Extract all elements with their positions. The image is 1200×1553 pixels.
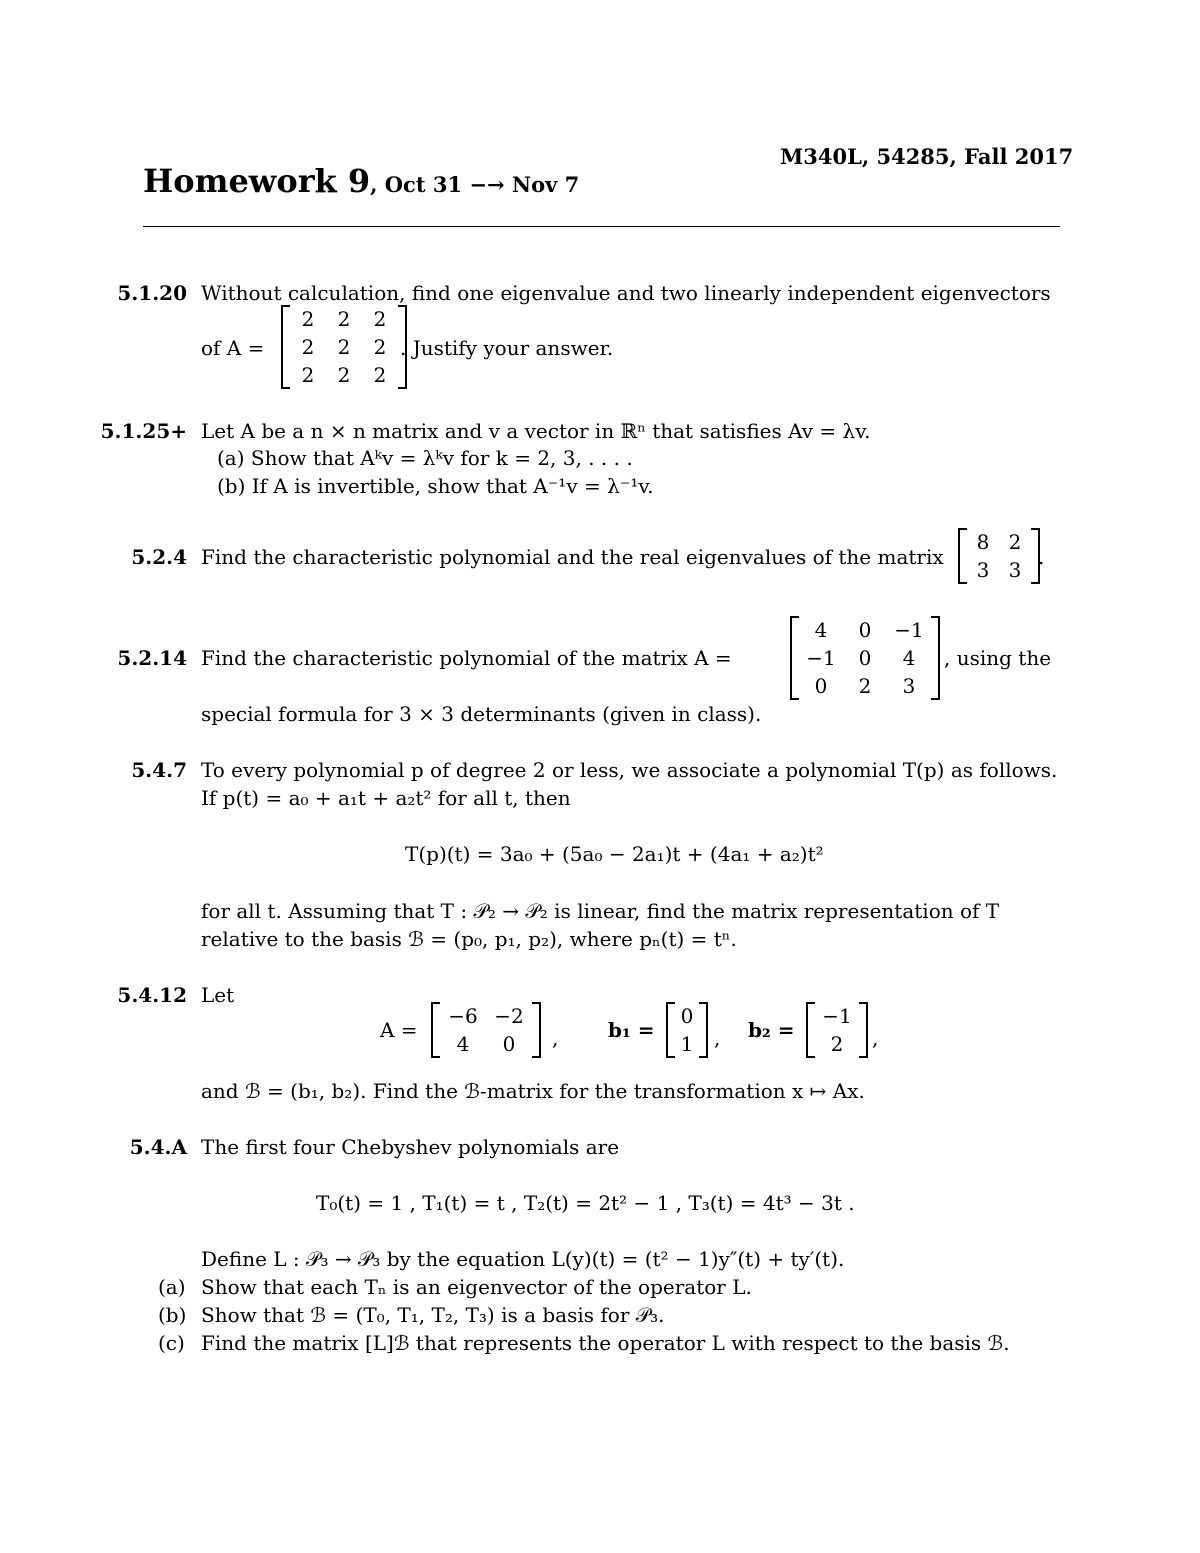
- matrix-cell: 2: [373, 335, 387, 359]
- problem-number: 5.2.14: [117, 646, 187, 670]
- separator: ,: [552, 1026, 559, 1050]
- matrix-cell: 2: [337, 307, 351, 331]
- problem-text: special formula for 3 × 3 determinants (given in class).: [201, 702, 762, 726]
- matrix-cell: 2: [337, 335, 351, 359]
- problem-text: . Justify your answer.: [400, 336, 614, 360]
- matrix-cell: 4: [902, 646, 916, 670]
- problem-text: Let: [201, 983, 235, 1007]
- problem-number: 5.1.25+: [100, 419, 187, 443]
- problem-part: (b) If A is invertible, show that A⁻¹v = λ⁻¹v.: [217, 474, 654, 498]
- course-info: M340L, 54285, Fall 2017: [780, 144, 1074, 169]
- problem-number: 5.4.12: [117, 983, 187, 1007]
- problem-number: 5.4.7: [131, 758, 187, 782]
- matrix-cell: 2: [301, 363, 315, 387]
- matrix-cell: 0: [814, 674, 828, 698]
- page-title-block: [143, 162, 579, 200]
- problem-number: 5.2.4: [131, 545, 187, 569]
- matrix-cell: −1: [806, 646, 836, 670]
- separator: ,: [714, 1026, 721, 1050]
- matrix-cell: 2: [301, 307, 315, 331]
- vector-label: b₂ =: [748, 1018, 795, 1042]
- matrix-cell: 8: [976, 530, 990, 554]
- matrix-cell: −1: [894, 618, 924, 642]
- problem-number: 5.1.20: [117, 281, 187, 305]
- formula: T(p)(t) = 3a₀ + (5a₀ − 2a₁)t + (4a₁ + a₂)t²: [405, 842, 824, 866]
- vector-cell: −1: [822, 1004, 852, 1028]
- matrix: [958, 528, 1040, 584]
- matrix-cell: 2: [337, 363, 351, 387]
- matrix: [281, 305, 407, 389]
- matrix: [790, 616, 940, 700]
- problem-part: Show that each Tₙ is an eigenvector of the operator L.: [201, 1275, 752, 1299]
- matrix-cell: 0: [858, 646, 872, 670]
- part-label: (a): [158, 1275, 186, 1299]
- vector-label: b₁ =: [608, 1018, 655, 1042]
- problem-part: Show that ℬ = (T₀, T₁, T₂, T₃) is a basis for 𝒫₃.: [201, 1303, 665, 1327]
- matrix-cell: 3: [1008, 558, 1022, 582]
- matrix-cell: 2: [1008, 530, 1022, 554]
- problem-number: 5.4.A: [129, 1135, 187, 1159]
- problem-text: Find the characteristic polynomial and the real eigenvalues of the matrix: [201, 545, 944, 569]
- matrix-cell: 2: [373, 307, 387, 331]
- matrix-cell: 2: [373, 363, 387, 387]
- matrix-cell: −2: [494, 1004, 524, 1028]
- matrix-cell: 0: [858, 618, 872, 642]
- header-rule: [143, 226, 1060, 227]
- problem-text: .: [1038, 545, 1045, 569]
- problem-text: Find the characteristic polynomial of the matrix A =: [201, 646, 732, 670]
- problem-text: Let A be a n × n matrix and v a vector in ℝⁿ that satisfies Av = λv.: [201, 419, 871, 443]
- problem-text: and ℬ = (b₁, b₂). Find the ℬ-matrix for the transformation x ↦ Ax.: [201, 1079, 865, 1103]
- matrix-cell: 0: [502, 1032, 516, 1056]
- problem-text: of A =: [201, 336, 265, 360]
- problem-text: for all t. Assuming that T : 𝒫₂ → 𝒫₂ is linear, find the matrix representation of T: [201, 899, 1000, 923]
- problem-text: Without calculation, find one eigenvalue and two linearly independent eigenvectors: [201, 281, 1051, 305]
- matrix-cell: 4: [456, 1032, 470, 1056]
- formula: T₀(t) = 1 , T₁(t) = t , T₂(t) = 2t² − 1 , T₃(t) = 4t³ − 3t .: [316, 1191, 855, 1215]
- matrix-cell: 4: [814, 618, 828, 642]
- problem-text: If p(t) = a₀ + a₁t + a₂t² for all t, then: [201, 786, 571, 810]
- matrix: [431, 1002, 541, 1058]
- vector-cell: 2: [830, 1032, 844, 1056]
- matrix-cell: 3: [902, 674, 916, 698]
- problem-part: Find the matrix [L]ℬ that represents the operator L with respect to the basis ℬ.: [201, 1331, 1010, 1355]
- problem-text: , using the: [944, 646, 1052, 670]
- page-title: Homework 9: [143, 162, 371, 200]
- vector-cell: 0: [680, 1004, 694, 1028]
- separator: ,: [872, 1026, 879, 1050]
- matrix-cell: 3: [976, 558, 990, 582]
- vector: [806, 1002, 868, 1058]
- vector-cell: 1: [680, 1032, 694, 1056]
- problem-text: relative to the basis ℬ = (p₀, p₁, p₂), where pₙ(t) = tⁿ.: [201, 927, 737, 951]
- matrix-cell: 2: [858, 674, 872, 698]
- vector: [666, 1002, 708, 1058]
- problem-text: To every polynomial p of degree 2 or less, we associate a polynomial T(p) as follows.: [201, 758, 1058, 782]
- matrix-label: A =: [380, 1018, 418, 1042]
- part-label: (c): [158, 1331, 185, 1355]
- page-subtitle: , Oct 31 −→ Nov 7: [370, 172, 580, 197]
- part-label: (b): [158, 1303, 187, 1327]
- problem-part: (a) Show that Aᵏv = λᵏv for k = 2, 3, . . . .: [217, 446, 633, 470]
- problem-text: Define L : 𝒫₃ → 𝒫₃ by the equation L(y)(t) = (t² − 1)y″(t) + ty′(t).: [201, 1247, 845, 1271]
- matrix-cell: −6: [448, 1004, 478, 1028]
- matrix-cell: 2: [301, 335, 315, 359]
- problem-text: The first four Chebyshev polynomials are: [201, 1135, 620, 1159]
